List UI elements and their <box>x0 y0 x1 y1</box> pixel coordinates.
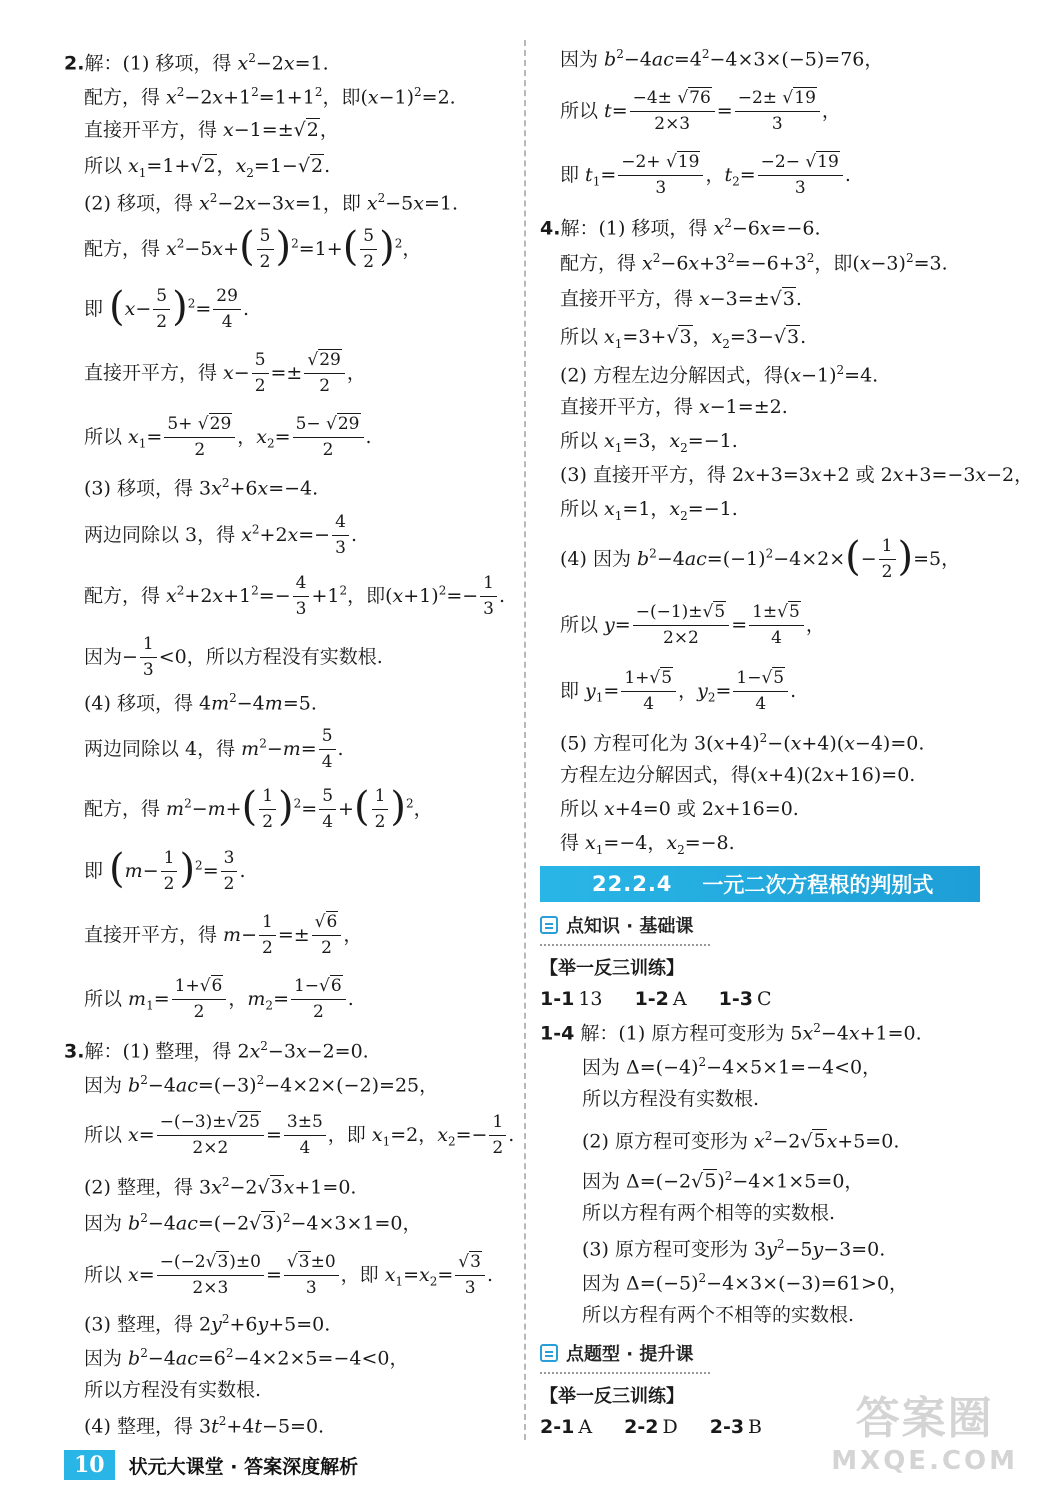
q4-line-7: 所以 $x_1=3$，$x_2=-1$. <box>560 430 738 455</box>
q2-line-8: 直接开平方，得 x− $\frac{5}{2}$ =± $\frac{√29}{2}$ ， <box>84 350 366 397</box>
q3-line-9: 所以方程没有实数根. <box>84 1379 262 1401</box>
subhead-basic: 点知识 · 基础课 <box>540 912 693 938</box>
q3-line-8: 因为 $b^2-4ac=6^2-4\times 2\times 5=-4<0$， <box>84 1346 409 1370</box>
q4-line-3: 直接开平方，得 x−3=±√3. <box>560 288 802 310</box>
q2-line-5: (2) 移项，得 $x^2-2x-3x=1$，即 $x^2-5x=1$. <box>84 191 459 215</box>
section-title: 一元二次方程根的判别式 <box>702 873 934 897</box>
q3-line-12: 所以 t= $\frac{-4\pm √76}{2\times 3}$ = $\frac{-2\pm √19}{3}$ ， <box>560 88 841 135</box>
q4-line-6: 直接开平方，得 x−1=±2. <box>560 396 788 418</box>
q14-line-4: (2) 原方程可变形为 $x^2-2√5x+5=0$. <box>582 1129 900 1153</box>
q2-line-11: 两边同除以 3，得 $x^2+2x=-$ $\frac{4}{3}$ . <box>84 512 357 559</box>
q14-line-8: 因为 $\Delta=(-5)^2-4\times 3\times(-3)=61>0$， <box>582 1271 909 1295</box>
q2-line-16: 配方，得 $m^2-m+$( $\frac{1}{2}$ )$^2$= $\frac{5}{4}$ +( $\frac{1}{2}$ )$^2$， <box>84 783 433 833</box>
column-divider <box>524 40 526 1440</box>
q14-line-3: 所以方程没有实数根. <box>582 1088 760 1110</box>
q4-line-16: 得 $x_1=-4$，$x_2=-8$. <box>560 832 735 857</box>
q3-line-10: (4) 整理，得 $3t^2+4t-5=0$. <box>84 1414 325 1438</box>
q3-line-6: 所以 x= $\frac{-(-2√3)\pm 0}{2\times 3}$ = $\frac{√3\pm 0}{3}$ ，即 $x_1=x_2=$ $\frac{√3}{3}$ . <box>84 1252 493 1299</box>
q2-line-14: (4) 移项，得 $4m^2-4m=5$. <box>84 691 317 715</box>
q4-line-9: 所以 $x_1=1$，$x_2=-1$. <box>560 498 738 523</box>
q2-line-12: 配方，得 $x^2+2x+1^2=-$ $\frac{4}{3}$ $+1^2$，即$(x+1)^2=-$ $\frac{1}{3}$ . <box>84 573 506 620</box>
footer-title: 状元大课堂 · 答案深度解析 <box>128 1455 359 1478</box>
q2-line-15: 两边同除以 4，得 $m^2-m=$ $\frac{5}{4}$ . <box>84 726 344 773</box>
watermark-logo: 答案圈 MXQE.COM <box>831 1393 1018 1476</box>
q2-line-18: 直接开平方，得 m− $\frac{1}{2}$ =± $\frac{√6}{2}$ ， <box>84 912 363 959</box>
q2-line-3: 直接开平方，得 x−1=±√2， <box>84 119 339 141</box>
q2-line-6: 配方，得 $x^2-5x+$( $\frac{5}{2}$ )$^2$=1+( $\frac{5}{2}$ )$^2$， <box>84 223 422 273</box>
section-header <box>540 866 980 902</box>
q4-line-10: (4) 因为 $b^2-4ac=(-1)^2-4\times 2\times(-$ $\frac{1}{2}$ )=5， <box>560 533 961 583</box>
q2-line-9: 所以 $x_1=$ $\frac{5+ √29}{2}$ ，$x_2=$ $\frac{5- √29}{2}$ . <box>84 414 372 461</box>
q3-line-13: 即 $t_1=$ $\frac{-2+ √19}{3}$ ，$t_2=$ $\frac{-2- √19}{3}$ . <box>560 152 851 199</box>
q3-line-11: 因为 $b^2-4ac=4^2-4\times 3\times(-5)=76$， <box>560 47 884 71</box>
q14-line-7: (3) 原方程可变形为 $3y^2-5y-3=0$. <box>582 1237 886 1261</box>
q4-line-5: (2) 方程左边分解因式，得$(x-1)^2=4$. <box>560 363 879 387</box>
q14-line-5: 因为 $\Delta=(-2√5)^2-4\times 1\times 5=0$， <box>582 1169 864 1193</box>
page-footer <box>64 1450 358 1480</box>
q3-line-1: 3.解：(1) 整理，得 $2x^2-3x-2=0$. <box>64 1039 369 1063</box>
q14-line-6: 所以方程有两个相等的实数根. <box>582 1202 836 1224</box>
q3-line-7: (3) 整理，得 $2y^2+6y+5=0$. <box>84 1312 331 1336</box>
q2-line-10: (3) 移项，得 $3x^2+6x=-4$. <box>84 476 319 500</box>
q4-line-11: 所以 y= $\frac{-(-1)\pm√5}{2\times 2}$ = $\frac{1\pm√5}{4}$ ， <box>560 602 825 649</box>
q3-line-4: (2) 整理，得 $3x^2-2√3x+1=0$. <box>84 1175 357 1199</box>
subhead-advanced: 点题型 · 提升课 <box>540 1340 693 1366</box>
q14-line-1: 1-4 解：(1) 原方程可变形为 $5x^2-4x+1=0$. <box>540 1021 922 1045</box>
answers-row-1: 1-1 13 1-2 A 1-3 C <box>540 988 772 1010</box>
q4-line-13: (5) 方程可化为 $3(x+4)^2-(x+4)(x-4)=0$. <box>560 731 925 755</box>
q4-line-12: 即 $y_1=$ $\frac{1+√5}{4}$ ，$y_2=$ $\frac{1-√5}{4}$ . <box>560 668 797 715</box>
q3-line-5: 因为 $b^2-4ac=(-2√3)^2-4\times 3\times 1=0$， <box>84 1211 422 1235</box>
q3-line-3: 所以 x= $\frac{-(-3)\pm√25}{2\times 2}$ = $\frac{3\pm 5}{4}$ ，即 $x_1=2$，$x_2=-$ $\frac{1}{2}$ . <box>84 1112 515 1159</box>
q2-line-1: 2.解：(1) 移项，得 $x^2-2x=1$. <box>64 51 329 75</box>
q2-line-4: 所以 $x_1=1+√2$，$x_2=1-√2$. <box>84 155 331 180</box>
page-number: 10 <box>64 1450 115 1480</box>
q14-line-2: 因为 $\Delta=(-4)^2-4\times 5\times 1=-4<0$， <box>582 1055 882 1079</box>
notebook-icon <box>540 1344 558 1362</box>
q2-line-17: 即 (m− $\frac{1}{2}$ )$^2$= $\frac{3}{2}$ . <box>84 845 246 895</box>
q2-line-7: 即 (x− $\frac{5}{2}$ )$^2$= $\frac{29}{4}$ . <box>84 283 249 333</box>
q4-line-2: 配方，得 $x^2-6x+3^2=-6+3^2$，即$(x-3)^2=3$. <box>560 251 948 275</box>
q2-line-2: 配方，得 $x^2-2x+1^2=1+1^2$，即$(x-1)^2=2$. <box>84 85 456 109</box>
q4-line-8: (3) 直接开平方，得 2x+3=3x+2 或 2x+3=−3x−2， <box>560 464 1034 486</box>
answers-row-2: 2-1 A 2-2 D 2-3 B <box>540 1416 763 1438</box>
section-code: 22.2.4 <box>592 872 673 896</box>
q4-line-15: 所以 x+4=0 或 2x+16=0. <box>560 798 799 820</box>
q2-line-19: 所以 $m_1=$ $\frac{1+√6}{2}$ ，$m_2=$ $\frac{1-√6}{2}$ . <box>84 976 354 1023</box>
q14-line-9: 所以方程有两个不相等的实数根. <box>582 1304 855 1326</box>
q4-line-1: 4.解：(1) 移项，得 $x^2-6x=-6$. <box>540 216 821 240</box>
training-label-1: 【举一反三训练】 <box>540 958 684 979</box>
book-icon <box>540 916 558 934</box>
q3-line-2: 因为 $b^2-4ac=(-3)^2-4\times 2\times(-2)=25$， <box>84 1073 439 1097</box>
q2-line-13: 因为− $\frac{1}{3}$ <0，所以方程没有实数根. <box>84 634 383 681</box>
q4-line-4: 所以 $x_1=3+√3$，$x_2=3-√3$. <box>560 326 807 351</box>
training-label-2: 【举一反三训练】 <box>540 1386 684 1407</box>
q4-line-14: 方程左边分解因式，得(x+4)(2x+16)=0. <box>560 764 916 786</box>
